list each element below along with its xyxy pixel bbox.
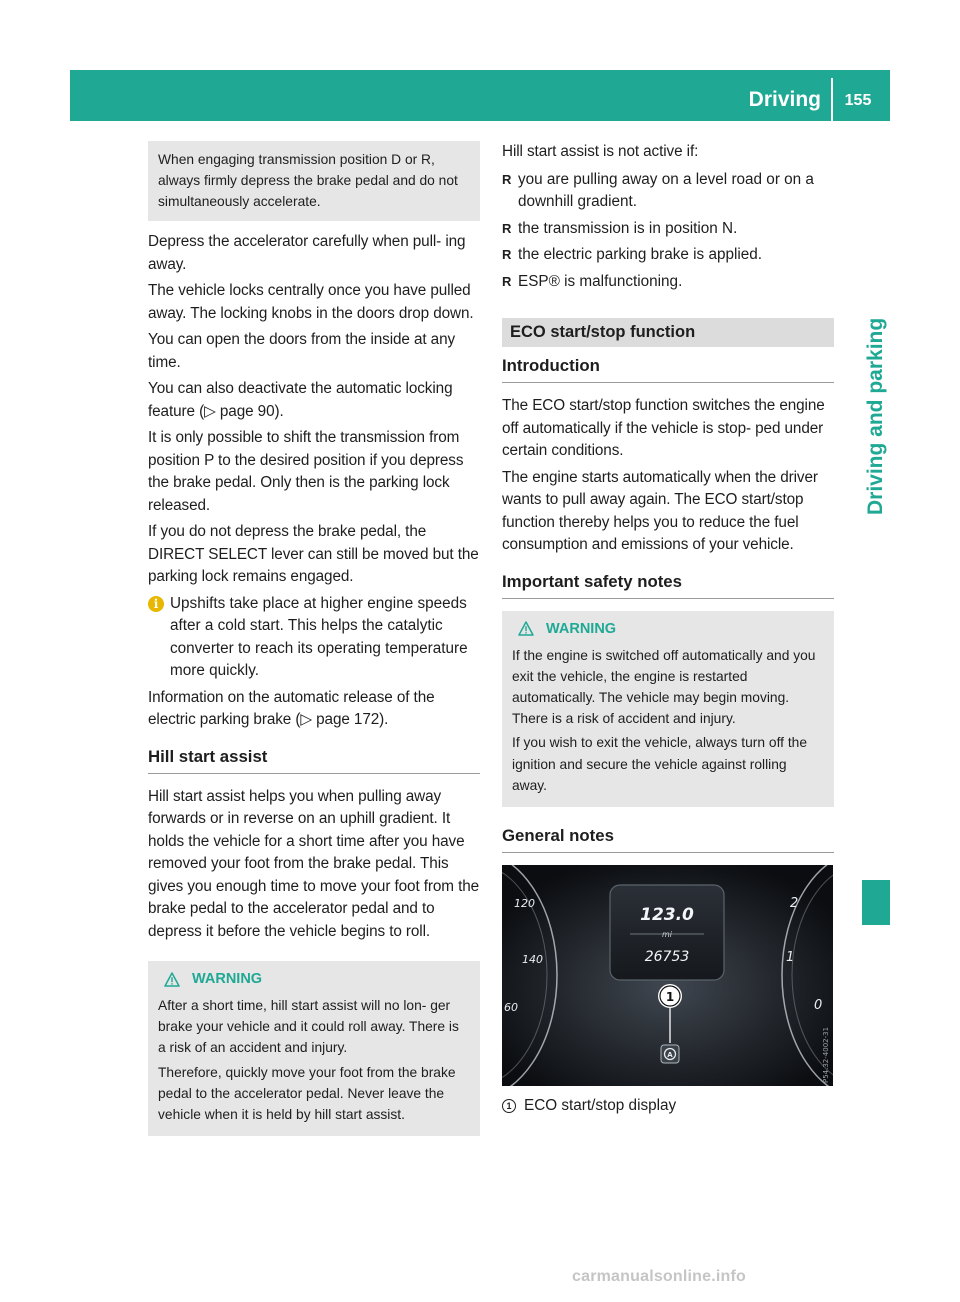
note-text: When engaging transmission position D or R, always firmly depress the brake pedal and do not simultaneously accelerate.: [158, 152, 458, 209]
list-item-text: the transmission is in position N.: [518, 219, 738, 237]
paragraph: The ECO start/stop function switches the engine off automatically if the vehicle is stop- ped under certain conditions.: [502, 397, 825, 459]
right-column: [502, 141, 834, 1117]
warning-title: [512, 619, 824, 639]
subsection-heading-general: General notes: [502, 825, 834, 853]
figure-legend: [502, 1095, 834, 1117]
left-column: [148, 141, 480, 1136]
paragraph: The engine starts automatically when the driver wants to pull away again. The ECO start/stop function thereby helps you to reduce the fuel consumption and emissions of your vehicle.: [502, 468, 818, 553]
info-text: Upshifts take place at higher engine speeds after a cold start. This helps the catalytic converter to reach its operating temperature more quickly.: [170, 594, 468, 679]
paragraph: If you do not depress the brake pedal, the DIRECT SELECT lever can still be moved but the parking lock remains engaged.: [148, 523, 479, 585]
list-item: [502, 271, 834, 294]
warning-label: WARNING: [546, 620, 617, 637]
svg-text:A: A: [667, 1050, 673, 1059]
bullet-mark: R: [502, 273, 512, 289]
odometer-value: 26753: [644, 948, 690, 965]
warning-text: After a short time, hill start assist will no lon- ger brake your vehicle and it could roll away. There is a risk of an accident and injury.: [158, 998, 459, 1056]
paragraph: Hill start assist helps you when pulling away forwards or in reverse on an uphill gradient. It holds the vehicle for a short time after you have removed your foot from the brake pedal. This gives you enough time to move your foot from the brake pedal to the accelerator pedal and to depress it before the vehicle begins to roll.: [148, 787, 480, 940]
warning-box: [502, 611, 834, 807]
page-number: 155: [844, 92, 872, 109]
trip-odometer-value: 123.0: [640, 904, 694, 925]
warning-text: Therefore, quickly move your foot from the brake pedal to the accelerator pedal. Never leave the vehicle when it is held by hill start assist.: [158, 1064, 456, 1123]
page-header-bar: [70, 70, 890, 121]
bullet-mark: R: [502, 247, 512, 262]
list-item-text: ESP® is malfunctioning.: [518, 272, 683, 290]
paragraph: It is only possible to shift the transmission from position P to the desired position if you depress the brake pedal. Only then is the parking lock released.: [148, 429, 464, 514]
bullet-mark: R: [502, 220, 512, 236]
side-tab-label: Driving and parking: [864, 317, 887, 515]
paragraph: Information on the automatic release of the electric parking brake (▷ page 172).: [148, 688, 435, 728]
legend-number-badge: 1: [502, 1099, 516, 1113]
header-title: Driving: [748, 88, 821, 111]
gauge-tick-label: 140: [522, 952, 543, 966]
legend-text: ECO start/stop display: [524, 1096, 677, 1114]
image-code: P54.32-4002-31: [822, 1026, 830, 1083]
warning-title: [158, 969, 470, 989]
odometer-unit: mi: [661, 929, 673, 939]
subsection-heading-safety: Important safety notes: [502, 571, 834, 599]
warning-text: If the engine is switched off automatically and you exit the vehicle, the engine is restarted automatically. The vehicle may begin moving. There is a risk of accident and injury.: [512, 647, 816, 727]
side-tab-marker: [862, 880, 890, 925]
list-item-text: the electric parking brake is applied.: [518, 246, 763, 263]
subsection-heading-introduction: Introduction: [502, 355, 834, 383]
section-heading-hill-start: Hill start assist: [148, 746, 480, 774]
warning-box: [148, 961, 480, 1136]
paragraph: The vehicle locks centrally once you have pulled away. The locking knobs in the doors drop down.: [148, 282, 474, 322]
paragraph: You can open the doors from the inside at any time.: [148, 331, 456, 371]
warning-triangle-icon: [518, 621, 534, 636]
section-heading-eco: ECO start/stop function: [502, 318, 834, 347]
note-box: [148, 141, 480, 221]
list-item: [502, 218, 834, 241]
paragraph: Depress the accelerator carefully when pull- ing away.: [148, 233, 466, 273]
paragraph: Hill start assist is not active if:: [502, 143, 699, 160]
list-item-text: you are pulling away on a level road or on a downhill gradient.: [518, 170, 814, 210]
gauge-tick-label: 60: [504, 1000, 518, 1014]
paragraph: You can also deactivate the automatic locking feature (▷ page 90).: [148, 380, 453, 420]
info-note: [148, 593, 480, 683]
warning-text: If you wish to exit the vehicle, always turn off the ignition and secure the vehicle against rolling away.: [512, 735, 807, 793]
gauge-tick-label: 1: [786, 949, 795, 965]
bullet-mark: R: [502, 171, 512, 187]
gauge-tick-label: 0: [814, 997, 823, 1013]
instrument-cluster-image: [502, 865, 833, 1086]
gauge-tick-label: 120: [514, 896, 535, 910]
warning-label: WARNING: [192, 971, 263, 987]
callout-number: 1: [665, 989, 675, 1004]
warning-triangle-icon: [164, 972, 180, 987]
watermark: carmanualsonline.info: [572, 1268, 747, 1285]
list-item: [502, 169, 834, 214]
info-icon: i: [148, 596, 164, 612]
gauge-tick-label: 2: [790, 895, 799, 911]
list-item: [502, 244, 834, 267]
